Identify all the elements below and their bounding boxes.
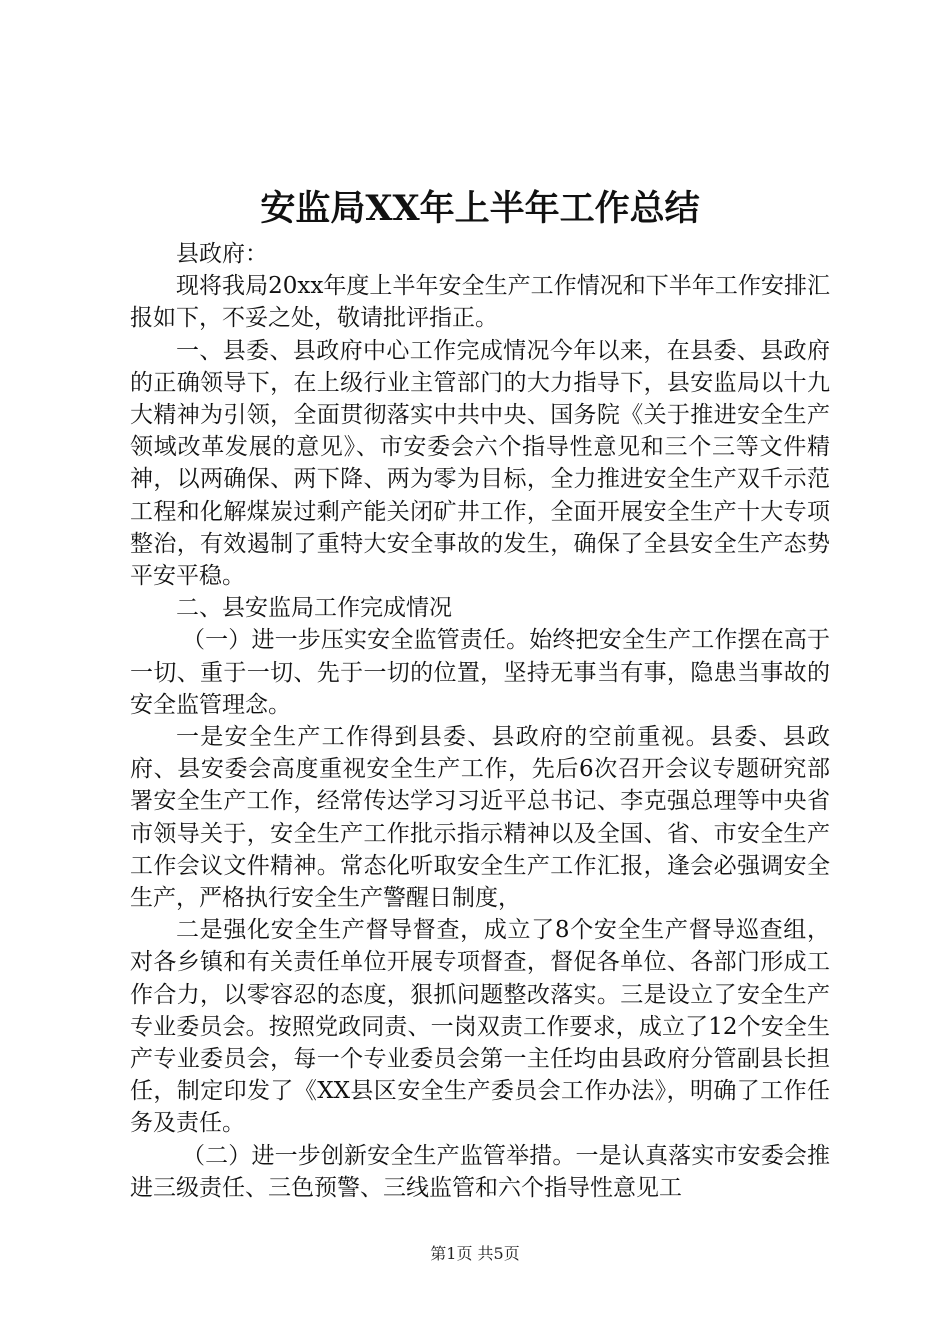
intro-paragraph: 现将我局20xx年度上半年安全生产工作情况和下半年工作安排汇报如下，不妥之处，敬请批评指正。 (130, 273, 830, 332)
point-two-paragraph: 二是强化安全生产督导督查，成立了8个安全生产督导巡查组，对各乡镇和有关责任单位开展专项督查，督促各单位、各部门形成工作合力，以零容忍的态度，狠抓问题整改落实。三是设立了安全生产专业委员会。按照党政同责、一岗双责工作要求，成立了12个安全生产专业委员会，每一个专业委员会第一主任均由县政府分管副县长担任，制定印发了《XX县区安全生产委员会工作办法》，明确了工作任务及责任。 (130, 917, 830, 1137)
page-footer: 第1页 共5页 (430, 1244, 520, 1263)
section-one-paragraph: 一、县委、县政府中心工作完成情况今年以来，在县委、县政府的正确领导下，在上级行业主管部门的大力指导下，县安监局以十九大精神为引领，全面贯彻落实中共中央、国务院《关于推进安全生产领域改革发展的意见》、市安委会六个指导性意见和三个三等文件精神，以两确保、两下降、两为零为目标，全力推进安全生产双千示范工程和化解煤炭过剩产能关闭矿井工作，全面开展安全生产十大专项整治，有效遏制了重特大安全事故的发生，确保了全县安全生产态势平安平稳。 (130, 337, 830, 590)
section-two-heading: 二、县安监局工作完成情况 (176, 595, 452, 622)
subsection-one-paragraph: （一）进一步压实安全监管责任。始终把安全生产工作摆在高于一切、重于一切、先于一切的位置，坚持无事当有事，隐患当事故的安全监管理念。 (130, 627, 830, 718)
document-page (130, 180, 830, 1204)
subsection-two-paragraph: （二）进一步创新安全生产监管举措。一是认真落实市安委会推进三级责任、三色预警、三线监管和六个指导性意见工 (130, 1142, 830, 1201)
salutation: 县政府： (176, 241, 268, 267)
point-one-paragraph: 一是安全生产工作得到县委、县政府的空前重视。县委、县政府、县安委会高度重视安全生产工作，先后6次召开会议专题研究部署安全生产工作，经常传达学习习近平总书记、李克强总理等中央省市领导关于，安全生产工作批示指示精神以及全国、省、市安全生产工作会议文件精神。常态化听取安全生产工作汇报，逢会必强调安全生产，严格执行安全生产警醒日制度， (130, 724, 830, 912)
document-title: 安监局XX年上半年工作总结 (260, 188, 700, 229)
